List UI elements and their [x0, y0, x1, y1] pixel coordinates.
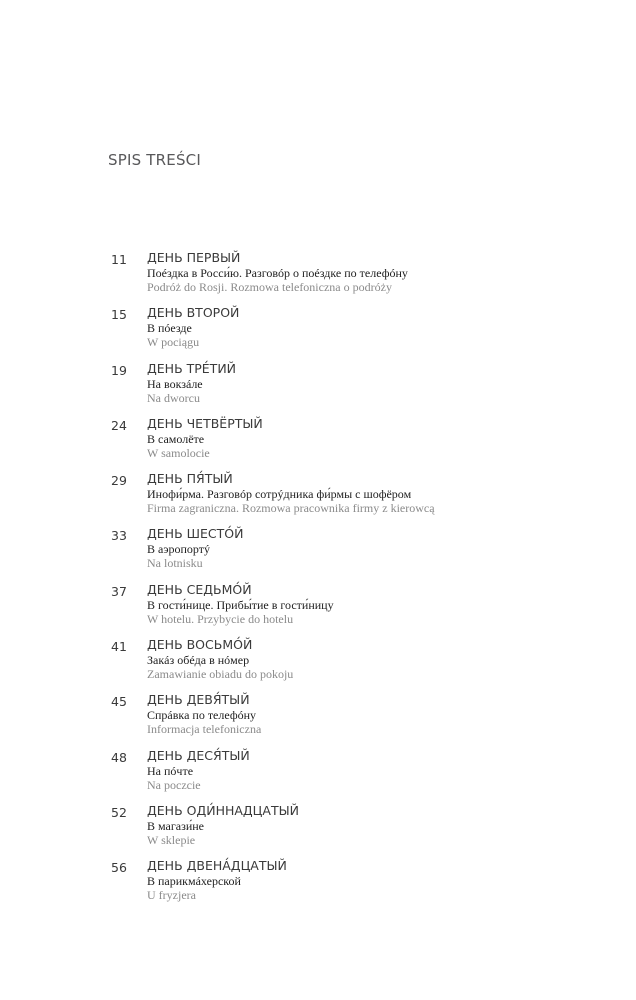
- toc-entry: [0, 471, 636, 526]
- entry-body: [147, 582, 617, 626]
- entry-russian-title: На вокзáле: [147, 376, 203, 391]
- entry-page-number: 52: [111, 804, 127, 820]
- toc-entry: [0, 748, 636, 803]
- entry-russian-title: В пóезде: [147, 321, 192, 336]
- entry-polish-title: Zamawianie obiadu do pokoju: [147, 667, 294, 682]
- entry-body: [147, 637, 617, 681]
- entry-page-number: 24: [111, 417, 127, 433]
- entry-day-title: ДЕНЬ СЕДЬМО́Й: [147, 581, 252, 597]
- entry-page-number: 33: [111, 528, 127, 544]
- entry-day-title: ДЕНЬ ДЕСЯ́ТЫЙ: [147, 747, 250, 763]
- toc-entry: [0, 361, 636, 416]
- entry-page-number: 56: [111, 860, 127, 876]
- entry-body: [147, 803, 617, 847]
- entry-day-title: ДЕНЬ ДВЕНА́ДЦАТЫЙ: [147, 858, 287, 874]
- entry-polish-title: Firma zagraniczna. Rozmowa pracownika firmy z kierowcą: [147, 501, 435, 516]
- entry-day-title: ДЕНЬ ОДИ́ННАДЦАТЫЙ: [147, 802, 299, 818]
- entry-day-title: ДЕНЬ ВТОРОЙ: [147, 305, 240, 321]
- entry-body: [147, 305, 617, 349]
- entry-polish-title: Na dworcu: [147, 390, 200, 405]
- entry-polish-title: Na lotnisku: [147, 556, 203, 571]
- entry-russian-title: Инофи́рма. Разговóр сотрýдника фи́рмы с шофёром: [147, 487, 412, 502]
- entry-day-title: ДЕНЬ ТРЕ́ТИЙ: [147, 360, 237, 376]
- entry-body: [147, 250, 617, 294]
- entry-polish-title: U fryzjera: [147, 888, 196, 903]
- toc-entry: [0, 526, 636, 581]
- entry-polish-title: Na poczcie: [147, 777, 201, 792]
- entry-polish-title: W hotelu. Przybycie do hotelu: [147, 611, 294, 626]
- entry-polish-title: Podróż do Rosji. Rozmowa telefoniczna o podróży: [147, 280, 392, 294]
- entry-polish-title: W sklepie: [147, 832, 196, 847]
- entry-russian-title: В магази́не: [147, 818, 204, 833]
- entry-body: [147, 692, 617, 736]
- entry-day-title: ДЕНЬ ШЕСТО́Й: [147, 526, 244, 542]
- entry-body: [147, 361, 617, 405]
- entry-russian-title: В самолёте: [147, 431, 205, 446]
- entry-body: [147, 416, 617, 460]
- entry-day-title: ДЕНЬ ПЕРВЫЙ: [147, 250, 241, 265]
- entry-polish-title: Informacja telefoniczna: [147, 722, 262, 737]
- entry-page-number: 45: [111, 694, 127, 710]
- toc-entry: [0, 582, 636, 637]
- entry-body: [147, 526, 617, 570]
- entry-page-number: 37: [111, 583, 127, 599]
- entry-day-title: ДЕНЬ ЧЕТВЁРТЫЙ: [147, 415, 263, 431]
- entry-russian-title: На пóчте: [147, 763, 194, 778]
- toc-entry: [0, 250, 636, 305]
- entry-page-number: 19: [111, 362, 127, 378]
- entry-page-number: 15: [111, 307, 127, 323]
- entry-day-title: ДЕНЬ ПЯ́ТЫЙ: [147, 471, 233, 487]
- entry-day-title: ДЕНЬ ДЕВЯ́ТЫЙ: [147, 692, 250, 708]
- toc-entry: [0, 305, 636, 360]
- entry-page-number: 11: [111, 252, 127, 267]
- entry-body: [147, 748, 617, 792]
- entry-polish-title: W samolocie: [147, 445, 210, 460]
- entry-body: [147, 858, 617, 902]
- toc-entry: [0, 858, 636, 913]
- entry-russian-title: Спрáвка по телефóну: [147, 708, 257, 723]
- entry-russian-title: В парикмáхерской: [147, 874, 241, 889]
- entry-polish-title: W pociągu: [147, 335, 200, 350]
- entry-page-number: 41: [111, 639, 127, 655]
- entry-page-number: 29: [111, 473, 127, 489]
- toc-entry: [0, 692, 636, 747]
- entry-day-title: ДЕНЬ ВОСЬМО́Й: [147, 637, 253, 653]
- page-title: SPIS TREŚCI: [108, 151, 201, 169]
- entry-russian-title: В гости́нице. Прибы́тие в гости́ницу: [147, 597, 334, 612]
- toc-list: [0, 250, 636, 914]
- entry-page-number: 48: [111, 749, 127, 765]
- toc-entry: [0, 803, 636, 858]
- entry-russian-title: Поéздка в Росси́ю. Разговóр о поéздке по телефóну: [147, 266, 408, 280]
- entry-russian-title: В аэропортý: [147, 542, 210, 557]
- toc-entry: [0, 416, 636, 471]
- toc-entry: [0, 637, 636, 692]
- entry-body: [147, 471, 617, 515]
- entry-russian-title: Закáз обéда в нóмер: [147, 653, 250, 668]
